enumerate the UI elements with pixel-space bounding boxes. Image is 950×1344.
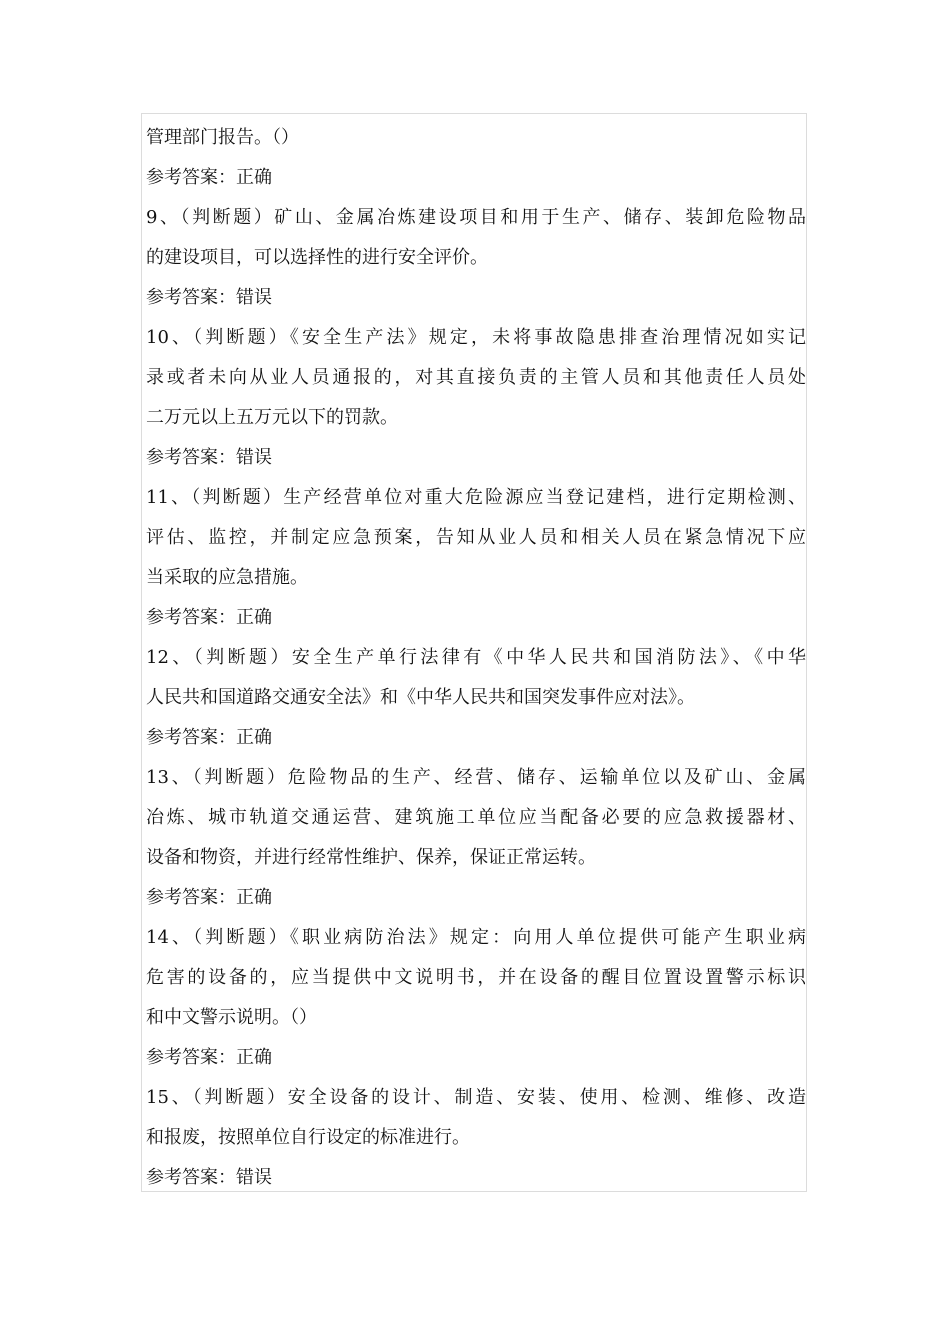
answer-line: 参考答案：错误 [146,447,272,468]
text-line: 和报废，按照单位自行设定的标准进行。 [146,1127,470,1148]
answer-line: 参考答案：正确 [146,1047,272,1068]
question-9: 9、（判断题）矿山、金属冶炼建设项目和用于生产、储存、装卸危险物品 [146,207,806,228]
text-line: 评估、监控，并制定应急预案，告知从业人员和相关人员在紧急情况下应 [146,527,806,548]
question-12: 12、（判断题）安全生产单行法律有《中华人民共和国消防法》、《中华 [146,647,806,668]
text-line: 和中文警示说明。（） [146,1007,317,1028]
answer-line: 参考答案：正确 [146,167,272,188]
answer-line: 参考答案：错误 [146,287,272,308]
document-body [146,118,806,1198]
text-line: 录或者未向从业人员通报的，对其直接负责的主管人员和其他责任人员处 [146,367,806,388]
text-line: 二万元以上五万元以下的罚款。 [146,407,398,428]
text-line: 设备和物资，并进行经常性维护、保养，保证正常运转。 [146,847,596,868]
answer-line: 参考答案：正确 [146,727,272,748]
question-13: 13、（判断题）危险物品的生产、经营、储存、运输单位以及矿山、金属 [146,767,806,788]
text-line: 管理部门报告。（） [146,127,299,148]
text-line: 人民共和国道路交通安全法》和《中华人民共和国突发事件应对法》。 [146,687,695,708]
answer-line: 参考答案：正确 [146,607,272,628]
question-10: 10、（判断题）《安全生产法》规定，未将事故隐患排查治理情况如实记 [146,327,806,348]
text-line: 冶炼、城市轨道交通运营、建筑施工单位应当配备必要的应急救援器材、 [146,807,806,828]
answer-line: 参考答案：错误 [146,1167,272,1188]
question-11: 11、（判断题）生产经营单位对重大危险源应当登记建档，进行定期检测、 [146,487,806,508]
text-line: 的建设项目，可以选择性的进行安全评价。 [146,247,488,268]
question-15: 15、（判断题）安全设备的设计、制造、安装、使用、检测、维修、改造 [146,1087,806,1108]
text-line: 危害的设备的，应当提供中文说明书，并在设备的醒目位置设置警示标识 [146,967,806,988]
answer-line: 参考答案：正确 [146,887,272,908]
question-14: 14、（判断题）《职业病防治法》规定：向用人单位提供可能产生职业病 [146,927,806,948]
text-line: 当采取的应急措施。 [146,567,308,588]
